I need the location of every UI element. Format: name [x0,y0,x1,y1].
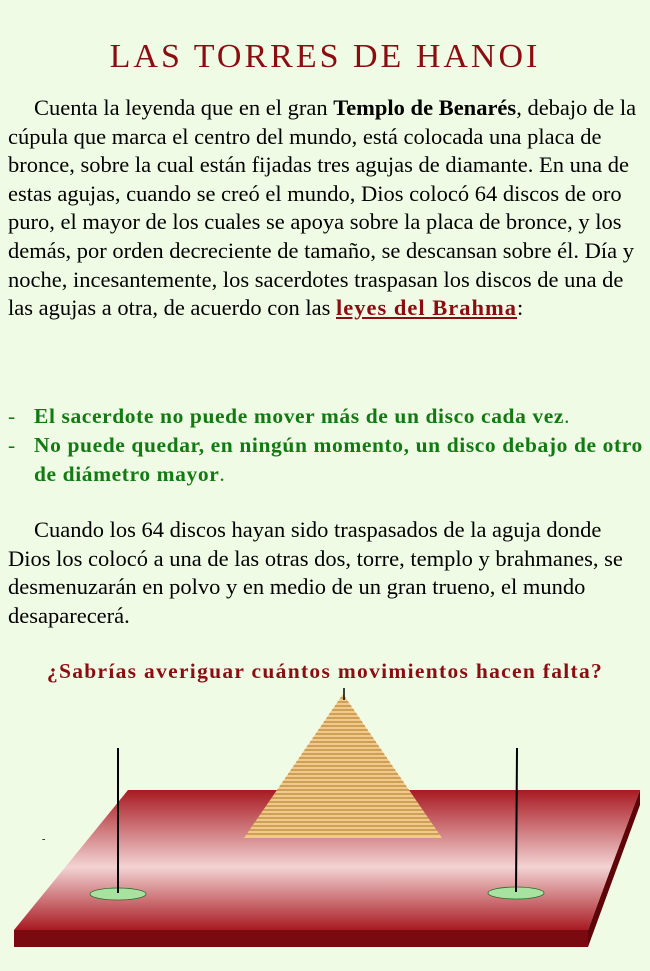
ending-text: Cuando los 64 discos hayan sido traspasados de la aguja donde Dios los colocó a una de las otras dos, torre, templo y brahmanes, se desmenuzarán en polvo y en medio de un gran trueno, el mundo desaparecerá. [8,517,623,628]
rule-text: No puede quedar, en ningún momento, un disco debajo de otro de diámetro mayor [34,433,643,486]
rule-end: . [219,462,226,486]
question-text: ¿Sabrías averiguar cuántos movimientos hacen falta? [46,659,604,683]
bronze-plate-front-edge [14,930,588,947]
intro-text-middle: , debajo de la cúpula que marca el centro del mundo, está colocada una placa de bronce, sobre la cual están fijadas tres agujas de diamante. En una de estas agujas, cuando se creó el mundo, Dios colocó 64 discos de oro puro, el mayor de los cuales se apoya sobre la placa de bronce, y los demás, por orden decreciente de tamaño, se descansan sobre él. Día y noche, incesantemente, los sacerdotes traspasan los discos de una de las agujas a otra, de acuerdo con las [8,95,637,321]
temple-name: Templo de Benarés [333,95,517,120]
intro-text-after: : [516,295,524,321]
page-title: LAS TORRES DE HANOI [109,38,541,75]
intro-text-before: Cuenta la leyenda que en el gran [34,95,334,120]
rule-end: . [564,404,571,428]
plate-mark: - [42,834,46,845]
rule-dash: - [8,433,16,457]
rule-dash: - [8,404,16,428]
right-needle [516,748,517,892]
rule-text: El sacerdote no puede mover más de un disco cada vez [34,404,565,428]
laws-of-brahma-link[interactable]: leyes del Brahma [336,295,517,321]
disc-stack [244,694,442,838]
